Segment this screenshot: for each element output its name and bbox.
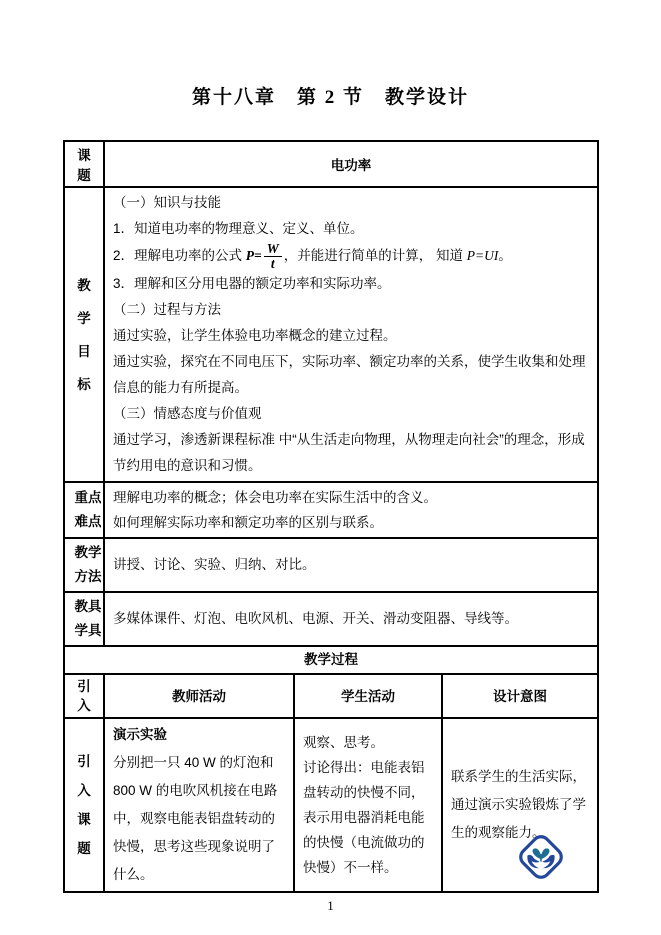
methods-content bbox=[104, 538, 598, 592]
teacher-activity-cell bbox=[104, 718, 294, 892]
formula-lhs: P bbox=[245, 248, 255, 264]
row-process-columns bbox=[64, 674, 598, 718]
key-point-line-2: 如何理解实际功率和额定功率的区别与联系。 bbox=[113, 515, 383, 531]
methods-label: 教学方法 bbox=[74, 545, 102, 585]
objectives-item-1: 1．知道电功率的物理意义、定义、单位。 bbox=[113, 221, 364, 236]
key-points-label-cell bbox=[64, 482, 104, 538]
key-point-line-1: 理解电功率的概念；体会电功率在实际生活中的含义。 bbox=[113, 490, 437, 506]
methods-value: 讲授、讨论、实验、归纳、对比。 bbox=[113, 557, 316, 573]
objectives-content bbox=[104, 187, 598, 482]
topic-label: 课题 bbox=[64, 141, 104, 187]
objectives-item-3: 3．理解和区分用电器的额定功率和实际功率。 bbox=[113, 276, 391, 292]
student-activity-line-1: 观察、思考。 bbox=[303, 735, 384, 751]
key-points-content bbox=[104, 482, 598, 538]
item2-mid: ，并能进行简单的计算， 知道 bbox=[283, 248, 467, 264]
aids-content bbox=[104, 592, 598, 646]
objectives-item-2 bbox=[113, 242, 589, 271]
methods-label-cell bbox=[64, 538, 104, 592]
item2-end: 。 bbox=[498, 248, 512, 264]
student-activity-cell bbox=[294, 718, 442, 892]
row-methods bbox=[64, 538, 598, 592]
intro-label: 引入课题 bbox=[77, 754, 91, 857]
design-intent-header: 设计意图 bbox=[442, 674, 598, 718]
formula-numerator: W bbox=[264, 242, 282, 257]
key-points-label: 重点难点 bbox=[74, 490, 102, 530]
objectives-label: 教学目标 bbox=[77, 277, 91, 392]
teacher-activity-body: 分别把一只 40 W 的灯泡和 800 W 的电吹风机接在电路中，观察电能表铝盘转动的快慢，思考这些现象说明了什么。 bbox=[113, 755, 278, 883]
formula-fraction bbox=[264, 242, 282, 271]
intro-label-cell bbox=[64, 718, 104, 892]
student-activity-header: 学生活动 bbox=[294, 674, 442, 718]
aids-value: 多媒体课件、灯泡、电吹风机、电源、开关、滑动变阻器、导线等。 bbox=[113, 611, 518, 627]
teacher-activity-title: 演示实验 bbox=[113, 727, 167, 743]
formula-denominator: t bbox=[270, 256, 275, 272]
objectives-label-cell bbox=[64, 187, 104, 482]
formula-pui: P=UI bbox=[466, 248, 499, 264]
row-key-points bbox=[64, 482, 598, 538]
teacher-activity-header: 教师活动 bbox=[104, 674, 294, 718]
item2-prefix: 2．理解电功率的公式 bbox=[113, 248, 243, 264]
hands-holding-sprout-logo-icon bbox=[516, 832, 566, 882]
row-objectives bbox=[64, 187, 598, 482]
objectives-section-3: （三）情感态度与价值观 bbox=[113, 406, 262, 422]
row-process-header bbox=[64, 646, 598, 674]
objectives-para-1: 通过实验，让学生体验电功率概念的建立过程。 bbox=[113, 328, 397, 344]
design-intent-text: 联系学生的生活实际，通过演示实验锻炼了学生的观察能力。 bbox=[451, 769, 586, 841]
page-title: 第十八章 第 2 节 教学设计 bbox=[191, 87, 469, 108]
process-header: 教学过程 bbox=[64, 646, 598, 674]
stage-header: 引入 bbox=[64, 674, 104, 718]
objectives-para-3: 通过学习，渗透新课程标准 中“从生活走向物理，从物理走向社会”的理念，形成节约用电的意识和习惯。 bbox=[113, 432, 585, 474]
student-activity-line-2: 讨论得出：电能表铝盘转动的快慢不同，表示用电器消耗电能的快慢（电流做功的快慢）不一样。 bbox=[303, 760, 425, 876]
aids-label: 教具学具 bbox=[74, 599, 102, 639]
row-topic bbox=[64, 141, 598, 187]
row-aids bbox=[64, 592, 598, 646]
objectives-section-1: （一）知识与技能 bbox=[113, 195, 221, 210]
page-number: 1 bbox=[327, 898, 334, 914]
objectives-section-2: （二）过程与方法 bbox=[113, 302, 221, 318]
objectives-para-2: 通过实验，探究在不同电压下，实际功率、额定功率的关系，使学生收集和处理信息的能力有所提高。 bbox=[113, 354, 586, 396]
topic-value: 电功率 bbox=[104, 141, 598, 187]
aids-label-cell bbox=[64, 592, 104, 646]
lesson-plan-table bbox=[63, 140, 599, 893]
formula-equals: = bbox=[254, 248, 262, 264]
